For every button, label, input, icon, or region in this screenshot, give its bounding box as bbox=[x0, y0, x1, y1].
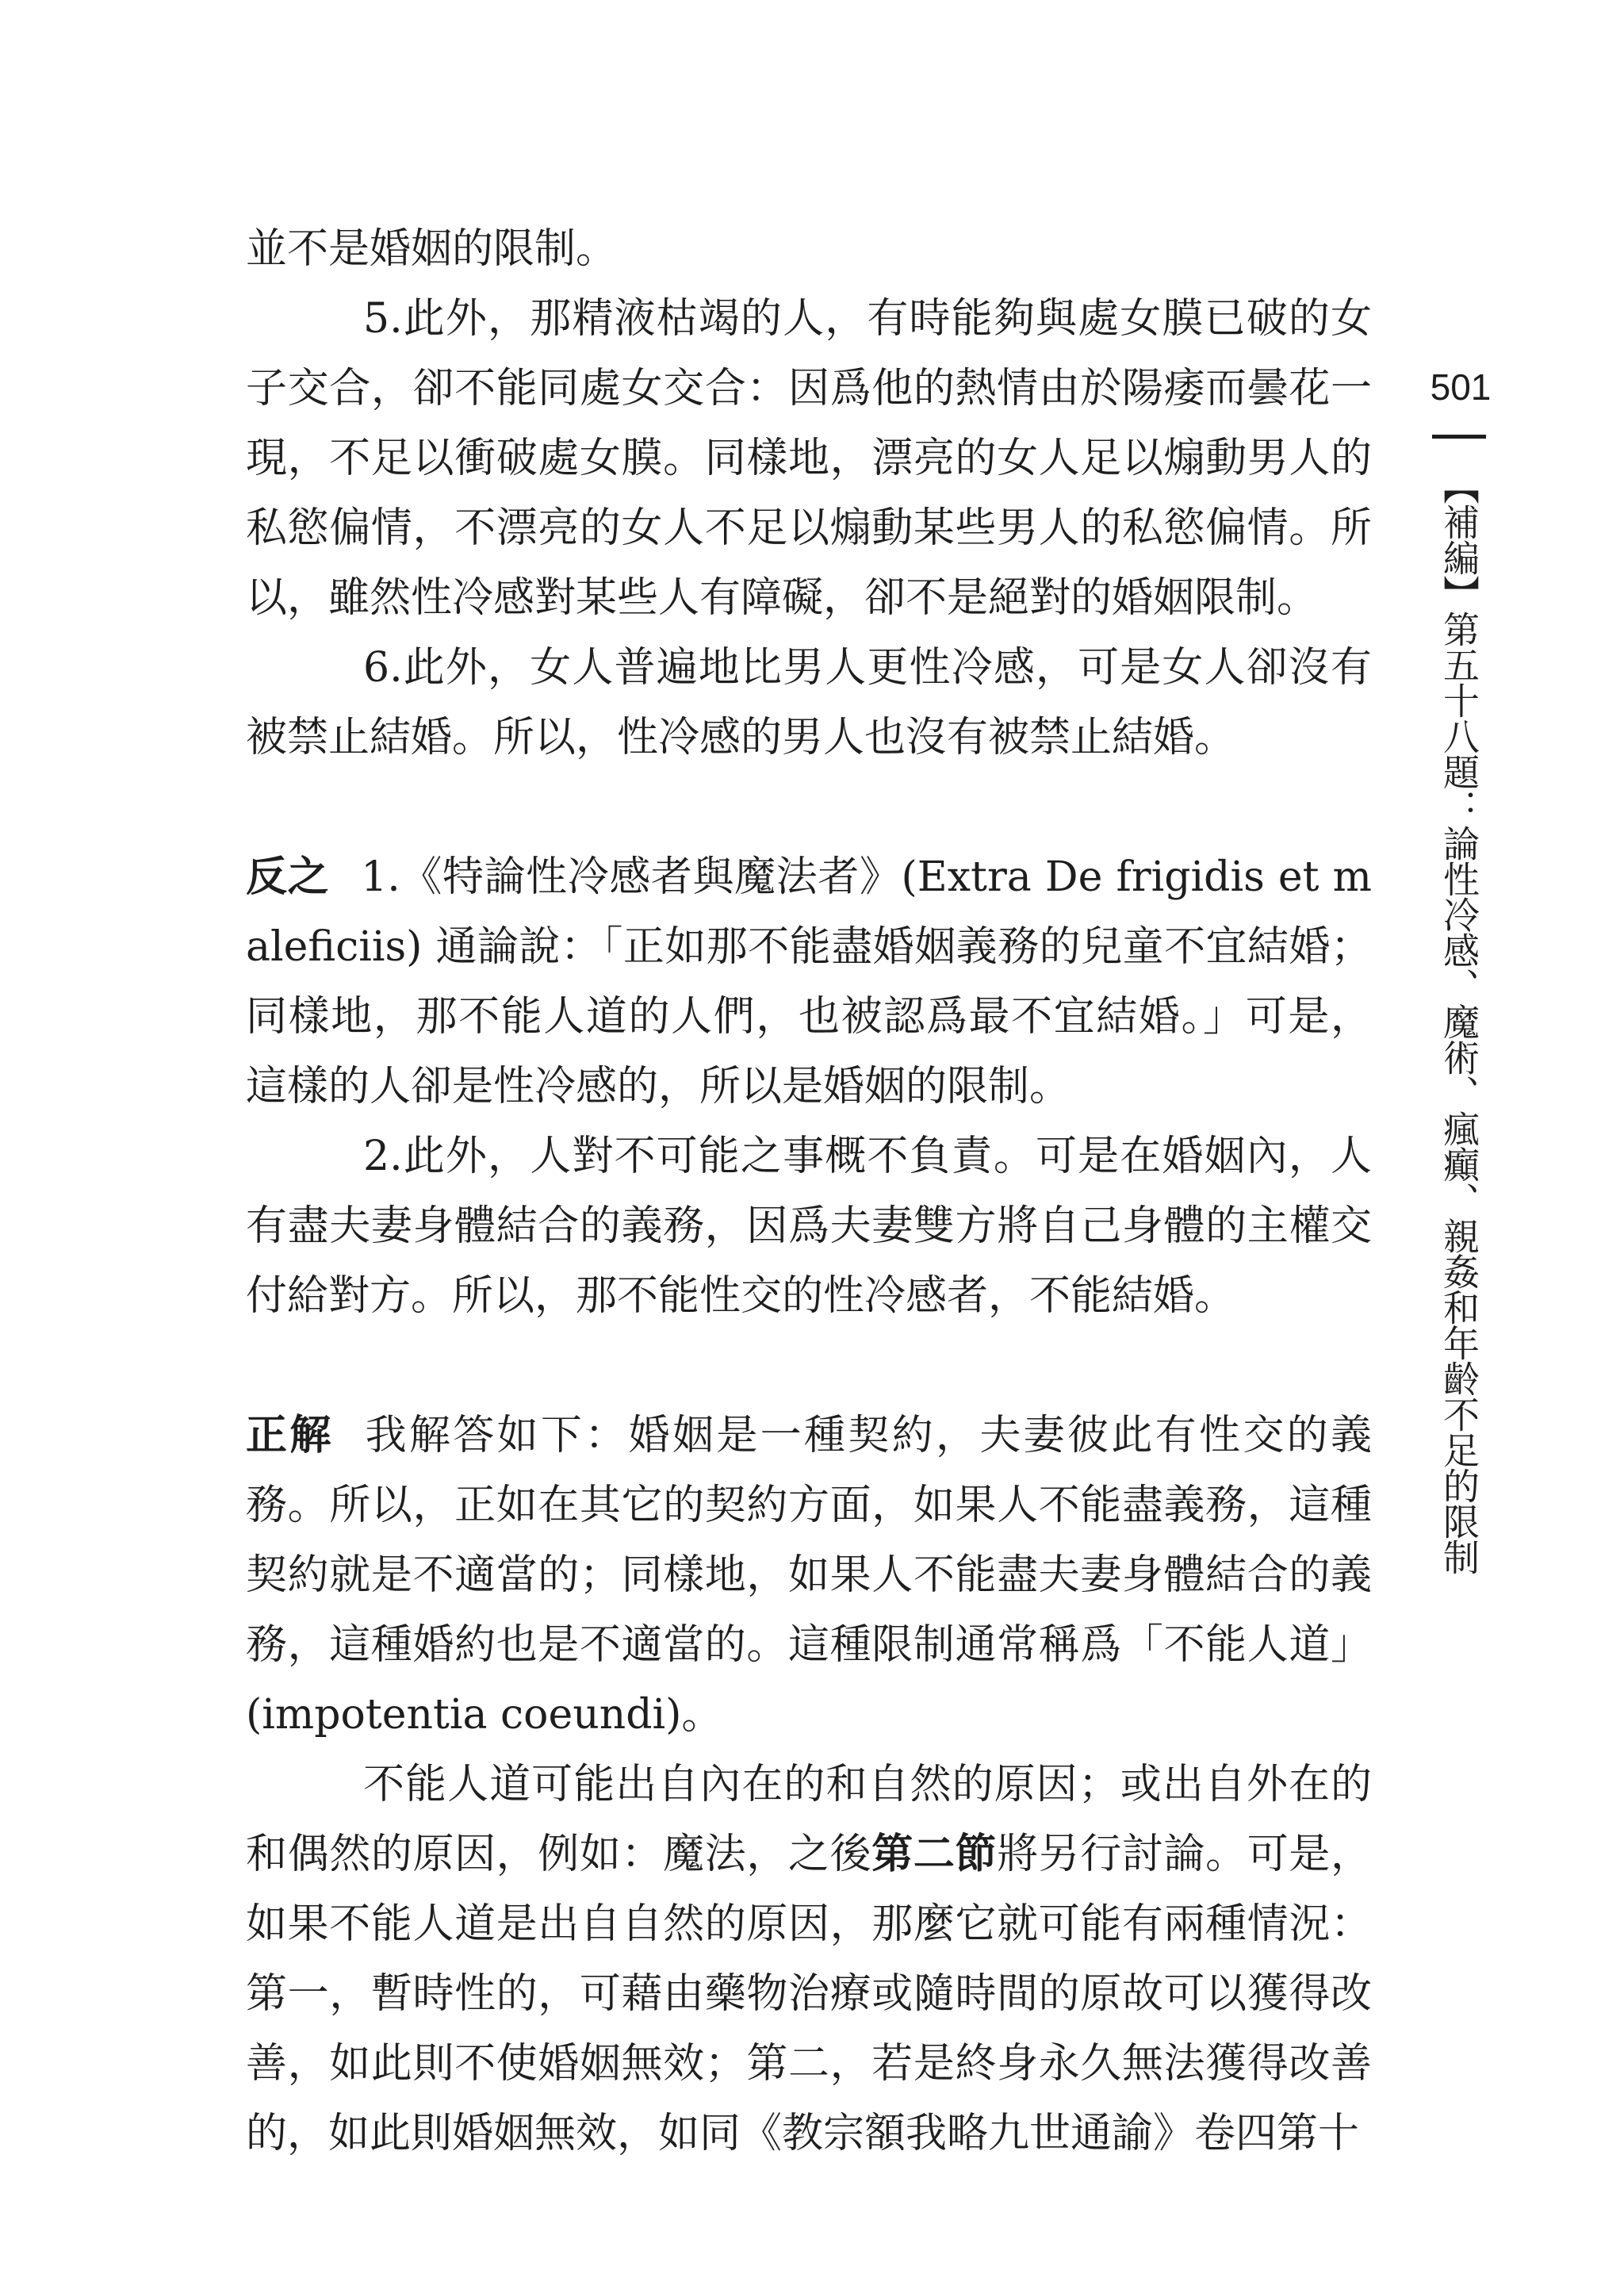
respondeo-text: 我解答如下：婚姻是一種契約，夫妻彼此有性交的義務。所以，正如在其它的契約方面，如果人不能盡義務，這種契約就是不適當的；同樣地，如果人不能盡夫妻身體結合的義務，這種婚約也是不適當的。這種限制通常稱爲「不能人道」(impotentia coeundi)。 bbox=[246, 1412, 1372, 1739]
paragraph-2: 5.此外，那精液枯竭的人，有時能夠與處女膜已破的女子交合，卻不能同處女交合：因爲他的熱情由於陽痿而曇花一現，不足以衝破處女膜。同樣地，漂亮的女人足以煽動男人的私慾偏情，不漂亮的女人不足以煽動某些男人的私慾偏情。所以，雖然性冷感對某些人有障礙，卻不是絕對的婚姻限制。 bbox=[246, 295, 1372, 622]
paragraph-5: 2.此外，人對不可能之事概不負責。可是在婚姻內，人有盡夫妻身體結合的義務，因爲夫妻雙方將自己身體的主權交付給對方。所以，那不能性交的性冷感者，不能結婚。 bbox=[246, 1133, 1372, 1320]
paragraph-1: 並不是婚姻的限制。 bbox=[246, 225, 618, 273]
paragraph-3: 6.此外，女人普遍地比男人更性冷感，可是女人卻沒有被禁止結婚。所以，性冷感的男人也沒有被禁止結婚。 bbox=[246, 644, 1372, 761]
sed-contra-text: 1.《特論性冷感者與魔法者》(Extra De frigidis et maleficiis) 通論說：「正如那不能盡婚姻義務的兒童不宜結婚；同樣地，那不能人道的人們，也被認爲最不宜結婚。」可是，這樣的人卻是性冷感的，所以是婚姻的限制。 bbox=[246, 853, 1372, 1110]
paragraph-7-part-b: 將另行討論。可是，如果不能人道是出自自然的原因，那麼它就可能有兩種情況：第一，暫時性的，可藉由藥物治療或隨時間的原故可以獲得改善，如此則不使婚姻無效；第二，若是終身永久無法獲得改善的，如此則婚姻無效，如同《教宗額我略九世通諭》卷四第十 bbox=[246, 1831, 1372, 2157]
page-number: 501 bbox=[1430, 366, 1492, 408]
paragraph-sed-contra bbox=[246, 842, 1372, 1122]
main-text bbox=[246, 214, 1372, 2168]
respondeo-label: 正解 bbox=[246, 1412, 334, 1459]
paragraph-respondeo bbox=[246, 1401, 1372, 1750]
sed-contra-label: 反之 bbox=[246, 853, 330, 901]
running-head: 【補編】第五十八題：論性冷感、魔術、瘋癲、親姦和年齡不足的限制 bbox=[1438, 468, 1480, 1574]
paragraph-7-part-a: 不能人道可能出自內在的和自然的原因；或出自外在的和偶然的原因，例如：魔法，之後 bbox=[246, 1761, 1372, 1878]
section-reference: 第二節 bbox=[871, 1831, 998, 1878]
paragraph-7 bbox=[246, 1750, 1372, 2168]
header-rule bbox=[1432, 435, 1486, 439]
